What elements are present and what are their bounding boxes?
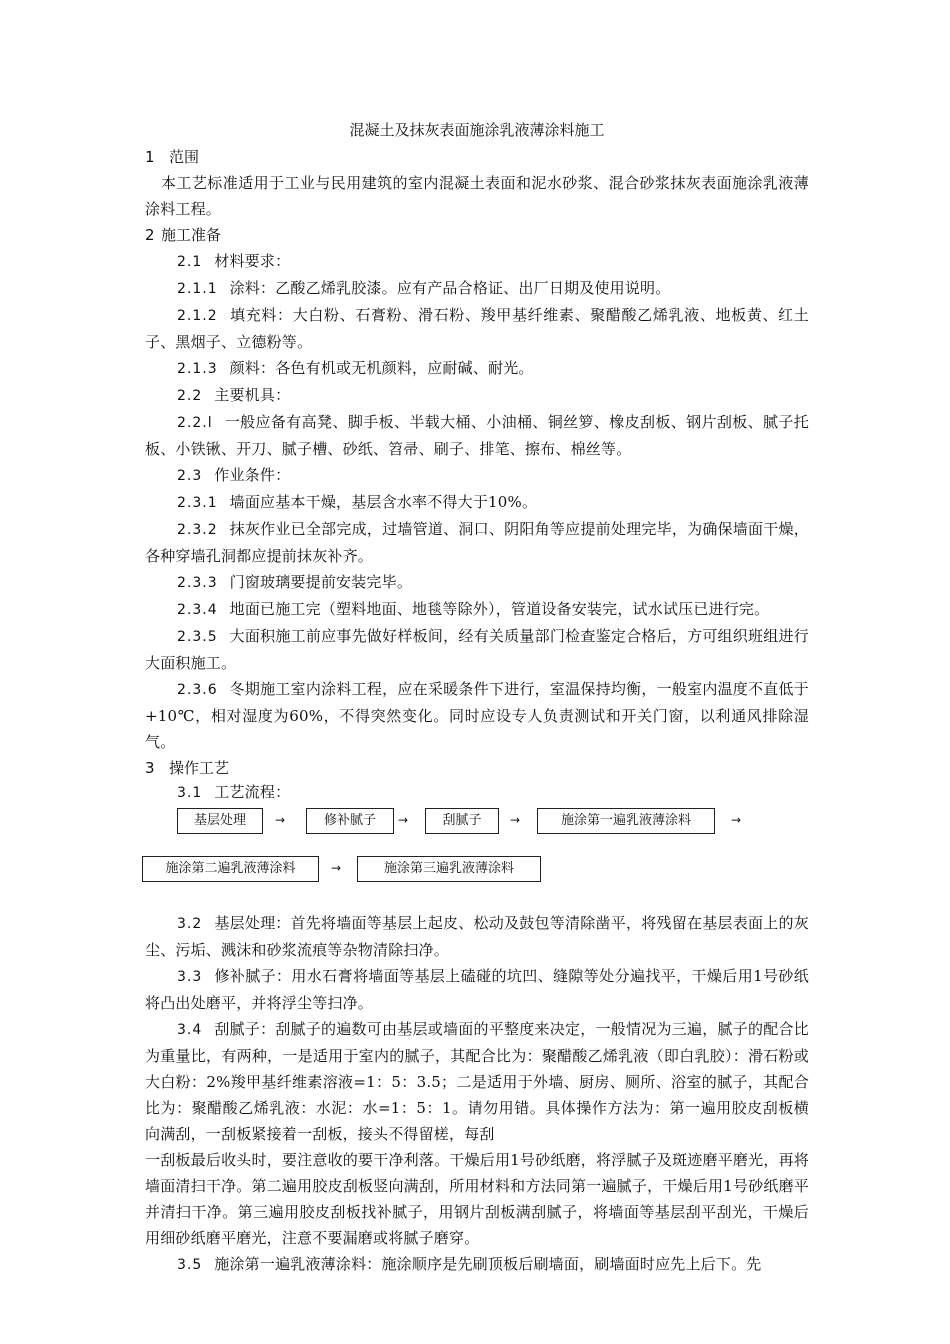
- section-title: 操作工艺: [169, 759, 230, 777]
- clause-text: 材料要求：: [214, 252, 291, 270]
- clause-number: 2.3.3: [177, 575, 218, 591]
- flow-step-first-coat: 施涂第一遍乳液薄涂料: [537, 808, 715, 834]
- paragraph-2-3-3: [145, 569, 809, 596]
- clause-text: 填充料：大白粉、石膏粉、滑石粉、羧甲基纤维素、聚醋酸乙烯乳液、地板黄、红土子、黑烟子、立德粉等。: [145, 306, 809, 351]
- clause-text: 基层处理：首先将墙面等基层上起皮、松动及鼓包等清除凿平，将残留在基层表面上的灰尘、污垢、溅沫和砂浆流痕等杂物清除扫净。: [145, 914, 809, 959]
- section-title: 施工准备: [161, 226, 222, 244]
- flow-step-second-coat: 施涂第二遍乳液薄涂料: [142, 856, 319, 882]
- clause-number: 2.2.l: [177, 415, 213, 431]
- paragraph-3-4: [145, 1016, 809, 1147]
- paragraph-2-3-2: [145, 516, 809, 569]
- clause-text: 颜料：各色有机或无机颜料，应耐碱、耐光。: [229, 359, 534, 377]
- clause-text: 工艺流程：: [214, 783, 291, 801]
- paragraph-2-3-4: [145, 596, 809, 623]
- clause-text: 墙面应基本干燥，基层含水率不得大于10%。: [229, 493, 538, 511]
- arrow-right-icon: →: [731, 813, 742, 827]
- flow-step-base-treatment: 基层处理: [177, 808, 263, 834]
- paragraph-3-1: [145, 781, 809, 804]
- flow-step-patch-putty: 修补腻子: [306, 808, 394, 834]
- section-2-heading: [145, 222, 809, 248]
- paragraph-2-3-5: [145, 623, 809, 676]
- paragraph-2-2-1: [145, 409, 809, 462]
- clause-number: 2.1.2: [177, 308, 218, 324]
- paragraph-2-1: [145, 248, 809, 275]
- process-flow-chart: [145, 804, 809, 896]
- flow-row-2: [145, 852, 809, 896]
- flow-row-1: [145, 804, 809, 852]
- clause-text: 大面积施工前应事先做好样板间，经有关质量部门检查鉴定合格后，方可组织班组进行大面积施工。: [145, 627, 809, 672]
- clause-text: 一刮板最后收头时，要注意收的要干净利落。干燥后用1号砂纸磨，将浮腻子及斑迹磨平磨光，再将墙面清扫干净。第二遍用胶皮刮板竖向满刮，所用材料和方法同第一遍腻子，干燥后用1号砂纸磨平并清扫干净。第三遍用胶皮刮板找补腻子，用钢片刮板满刮腻子，将墙面等基层刮平刮光，干燥后用细砂纸磨平磨光，注意不要漏磨或将腻子磨穿。: [145, 1151, 809, 1247]
- clause-number: 2.2: [177, 388, 203, 404]
- clause-number: 2.3.1: [177, 495, 218, 511]
- clause-text: 门窗玻璃要提前安装完毕。: [229, 573, 413, 591]
- clause-text: 刮腻子：刮腻子的遍数可由基层或墙面的平整度来决定，一般情况为三遍，腻子的配合比为重量比，有两种，一是适用于室内的腻子，其配合比为：聚醋酸乙烯乳液（即白乳胶）：滑石粉或大白粉：2%羧甲基纤维素溶液=1：5：3.5；二是适用于外墙、厨房、厕所、浴室的腻子，其配合比为：聚醋酸乙烯乳液：水泥：水=1：5：1。请勿用错。具体操作方法为：第一遍用胶皮刮板横向满刮，一刮板紧接着一刮板，接头不得留槎，每刮: [145, 1020, 809, 1143]
- clause-number: 3.1: [177, 785, 203, 801]
- section-title: 范围: [169, 148, 200, 166]
- clause-number: 2.3.4: [177, 602, 218, 618]
- spacer: [145, 896, 809, 910]
- clause-number: 2.1: [177, 254, 203, 270]
- clause-number: 2.3.2: [177, 522, 218, 538]
- paragraph-2-3-1: [145, 489, 809, 516]
- arrow-right-icon: →: [331, 861, 342, 875]
- clause-text: 一般应备有高凳、脚手板、半载大桶、小油桶、铜丝箩、橡皮刮板、钢片刮板、腻子托板、小铁锹、开刀、腻子槽、砂纸、笤帚、刷子、排笔、擦布、棉丝等。: [145, 413, 809, 458]
- paragraph-3-5: [145, 1251, 809, 1278]
- document-page: [145, 118, 809, 1278]
- clause-number: 3.2: [177, 916, 203, 932]
- section-1-heading: [145, 144, 809, 170]
- section-number: 2: [145, 226, 155, 244]
- paragraph-2-1-3: [145, 355, 809, 382]
- section-1-body: 本工艺标准适用于工业与民用建筑的室内混凝土表面和泥水砂浆、混合砂浆抹灰表面施涂乳液薄涂料工程。: [145, 174, 809, 218]
- clause-number: 3.5: [177, 1257, 203, 1273]
- paragraph-3-3: [145, 963, 809, 1016]
- clause-text: 修补腻子：用水石膏将墙面等基层上磕碰的坑凹、缝隙等处分遍找平，干燥后用1号砂纸将凸出处磨平，并将浮尘等扫净。: [145, 967, 809, 1012]
- flow-step-third-coat: 施涂第三遍乳液薄涂料: [357, 856, 541, 882]
- clause-number: 2.3.6: [177, 682, 218, 698]
- paragraph-2-1-2: [145, 302, 809, 355]
- clause-text: 涂料：乙酸乙烯乳胶漆。应有产品合格证、出厂日期及使用说明。: [229, 279, 671, 297]
- arrow-right-icon: →: [398, 813, 409, 827]
- clause-number: 2.1.1: [177, 281, 218, 297]
- flow-step-scrape-putty: 刮腻子: [425, 808, 499, 834]
- arrow-right-icon: →: [510, 813, 521, 827]
- paragraph-2-2: [145, 382, 809, 409]
- arrow-right-icon: →: [275, 813, 286, 827]
- paragraph-2-3-6: [145, 676, 809, 755]
- clause-number: 3.3: [177, 969, 203, 985]
- clause-text: 地面已施工完（塑料地面、地毯等除外），管道设备安装完，试水试压已进行完。: [229, 600, 770, 618]
- clause-text: 冬期施工室内涂料工程，应在采暖条件下进行，室温保持均衡，一般室内温度不直低于+10℃，相对湿度为60%，不得突然变化。同时应设专人负责测试和开关门窗，以利通风排除湿气。: [145, 680, 809, 751]
- clause-text: 抹灰作业已全部完成，过墙管道、洞口、阴阳角等应提前处理完毕，为确保墙面干燥，各种穿墙孔洞都应提前抹灰补齐。: [145, 520, 809, 565]
- paragraph-3-4-continued: [145, 1147, 809, 1251]
- clause-number: 2.3.5: [177, 629, 218, 645]
- section-3-heading: [145, 755, 809, 781]
- clause-number: 3.4: [177, 1022, 203, 1038]
- clause-text: 作业条件：: [214, 466, 291, 484]
- paragraph-2-1-1: [145, 275, 809, 302]
- document-title: 混凝土及抹灰表面施涂乳液薄涂料施工: [349, 121, 605, 139]
- paragraph-2-3: [145, 462, 809, 489]
- clause-text: 施涂第一遍乳液薄涂料：施涂顺序是先刷顶板后刷墙面，刷墙面时应先上后下。先: [214, 1255, 762, 1273]
- clause-number: 2.1.3: [177, 361, 218, 377]
- clause-number: 2.3: [177, 468, 203, 484]
- section-number: 3: [145, 759, 155, 777]
- clause-text: 主要机具：: [214, 386, 291, 404]
- section-number: 1: [145, 148, 155, 166]
- paragraph-3-2: [145, 910, 809, 963]
